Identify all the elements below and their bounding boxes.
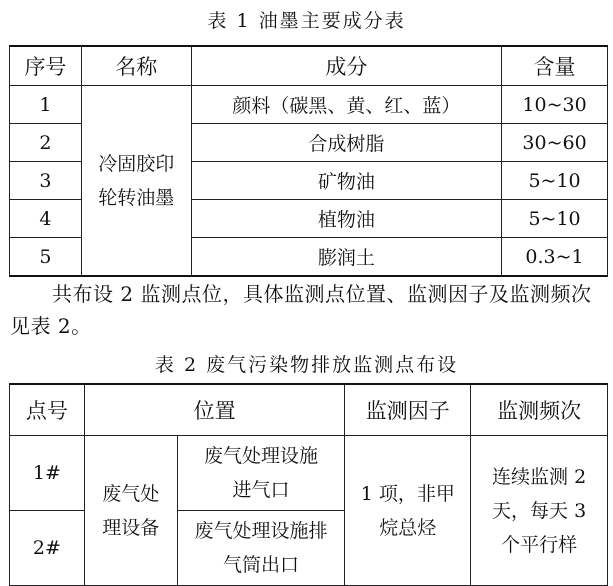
row-component: 颜料（碳黑、黄、红、蓝） [191, 86, 501, 124]
header-no: 序号 [10, 46, 82, 86]
table-header-row [10, 46, 608, 86]
row-component: 矿物油 [191, 162, 501, 200]
table-header-row [10, 384, 608, 436]
row-content: 5~10 [502, 162, 608, 200]
row-no: 1 [10, 86, 82, 124]
table-row [10, 86, 608, 124]
point-no: 1# [10, 436, 85, 511]
row-no: 4 [10, 200, 82, 238]
body-paragraph: 共布设 2 监测点位，具体监测点位置、监测因子及监测频次见表 2。 [10, 282, 592, 338]
monitoring-frequency: 连续监测 2 天，每天 3 个平行样 [471, 436, 608, 586]
row-no: 5 [10, 238, 82, 277]
row-component: 膨润土 [191, 238, 501, 277]
point-no: 2# [10, 511, 85, 586]
header-location: 位置 [84, 384, 345, 436]
facility-name: 废气处理设备 [84, 436, 177, 586]
row-component: 植物油 [191, 200, 501, 238]
header-content: 含量 [502, 46, 608, 86]
ink-name: 冷固胶印轮转油墨 [81, 86, 191, 277]
monitoring-factor: 1 项，非甲烷总烃 [345, 436, 471, 586]
point-location: 废气处理设施进气口 [177, 436, 345, 511]
row-content: 0.3~1 [502, 238, 608, 277]
header-name: 名称 [81, 46, 191, 86]
row-no: 3 [10, 162, 82, 200]
row-content: 10~30 [502, 86, 608, 124]
row-content: 5~10 [502, 200, 608, 238]
point-location: 废气处理设施排气筒出口 [177, 511, 345, 586]
table2-caption: 表 2 废气污染物排放监测点布设 [154, 354, 459, 376]
header-frequency: 监测频次 [471, 384, 608, 436]
row-component: 合成树脂 [191, 124, 501, 162]
header-factor: 监测因子 [345, 384, 471, 436]
row-no: 2 [10, 124, 82, 162]
monitoring-points-table [9, 383, 608, 586]
row-content: 30~60 [502, 124, 608, 162]
table-row [10, 436, 608, 511]
ink-composition-table [9, 45, 608, 277]
header-point-no: 点号 [10, 384, 85, 436]
header-component: 成分 [191, 46, 501, 86]
table1-caption: 表 1 油墨主要成分表 [207, 10, 406, 32]
